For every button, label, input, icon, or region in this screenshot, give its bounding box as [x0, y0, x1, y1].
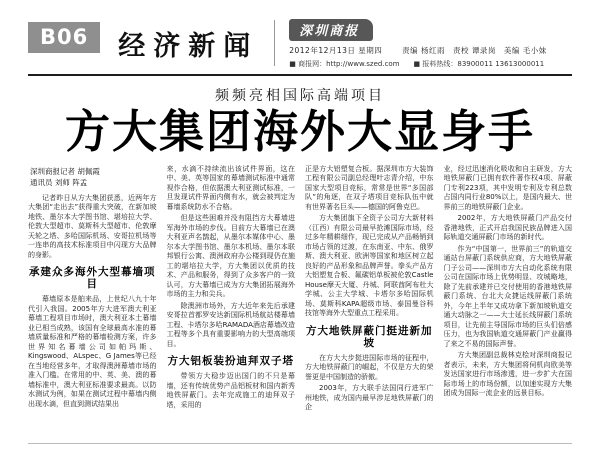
paragraph: 正是方大铝塑复合板。据深圳市方大装饰工程有限公司副总经理叶志青介绍，中东国家大型项目竞标，常常是世界“多国部队”的角逐，在双子塔项目竞标队伍中就有世界著名巨头——德国的阿鲁克巴。	[305, 164, 434, 211]
masthead	[289, 18, 572, 69]
headline-kicker: 频频亮相国际高端项目	[215, 88, 385, 104]
publication-date: 2012年12月13日 星期四	[289, 46, 383, 55]
header-rule	[28, 74, 572, 76]
subhead-singapore-psd: 方大地铁屏蔽门挺进新加坡	[306, 324, 433, 349]
date-line	[289, 45, 572, 56]
article-column-1	[28, 165, 157, 423]
bottom-rule	[28, 443, 572, 444]
article-body	[28, 165, 572, 423]
byline-reporter: 深圳商报记者 胡佩霞	[30, 166, 100, 176]
paragraph: 除澳洲市场外，方大近年来先后承建安哥拉首都罗安达新国际机场航站楼幕墙工程、卡塔尔多哈RAMADA酒店幕墙改造工程等多个具有重要影响力的大型高端项目。	[166, 301, 295, 348]
newspaper-logo: 深圳商报	[289, 19, 373, 41]
subhead-curtain-wall: 承建众多海外大型幕墙项目	[29, 266, 156, 290]
page-header	[28, 18, 572, 70]
header-divider	[274, 20, 275, 66]
paragraph: 在方大大步挺进国际市场的征程中，方大地铁屏蔽门的崛起，不仅是方大的荣誉更是中国制造的骄傲。	[305, 353, 434, 381]
paragraph: 作为“中国第一，世界前三”的轨道交通站台屏蔽门系统供应商，方大地铁屏蔽门子公司——深圳市方大自动化系统有限公司在国际市场上优势明显、攻城略地，除了先前承建并已交付使用的香港地铁屏蔽门系统、台北大众捷运线屏蔽门系统外，今年上半年又成功拿下新加坡轨道交通大动脉之一——大士延长线屏蔽门系统项目，让先前主导国际市场的巨头们倍感压力，也为我国轨道交通屏蔽门产业赢得了来之不易的国际声誉。	[443, 244, 572, 348]
paragraph: 幕墙原本是舶来品，上世纪八九十年代引入我国。2005年方大进军澳大利亚幕墙工程项目市场时，澳大利亚本土幕墙业已相当成熟，该国有全球最高水准的幕墙质量标准和严格的幕墙检测方案，许多世界知名幕墙公司如帕玛斯、Kingswood、ALspec、G James等已经在当地经营多年，才取得澳洲幕墙市场的准入门槛。在常用的中、英、美、澳的幕墙标准中，澳大利亚标准要求最高。以防水测试为例，如果在测试过程中幕墙内侧出现水滴，但直到测试结果出	[28, 295, 157, 408]
paragraph: 方大集团副总裁林克桧对深圳商报记者表示，未来，方大集团将伺机向欧美等发达国家进行市场渗透，进一步扩大在国际市场上的市场份额，以加速实现方大集团成为国际一流企业的远景目标。	[443, 351, 572, 397]
paragraph: 方大集团旗下全资子公司方大新材料（江西）有限公司最早抢滩国际市场，经过多年精耕细作，现已完成从产品畅销到市场占领的过渡，在东南亚、中东、俄罗斯、澳大利亚、欧洲等国家和地区树立起良好的产品形象和品牌声誉。拳头产品方大铝塑复合板、氟碳铝单板被伦敦Castle House摩天大厦、丹城、阿联酋阿布杜大学城、公主大学城、卡塔尔多哈国际机场、莫斯科KAPA超级市场、泰国曼谷科技馆等海外大型重点工程采用。	[305, 214, 434, 317]
subhead-dubai-towers: 方大铝板装扮迪拜双子塔	[167, 355, 294, 367]
paragraph: 记者昨日从方大集团获悉，近两年方大集团“走出去”获得重大突破，在新加坡地铁、墨尔本大学图书馆、堪培拉大学、伦敦大型超市、莫斯科大型超市、伦敦摩天轮之塔、多哈国际机场、安哥拉机场等一连串的高技术标准项目中闪现方大品牌的身影。	[28, 193, 157, 259]
section-title: 经济新闻	[118, 31, 259, 62]
main-headline: 方大集团海外大显身手	[64, 105, 535, 158]
page-number-badge: B06	[28, 22, 100, 53]
byline	[30, 166, 157, 188]
paragraph: 带领方大稳步迈出国门的不只是幕墙，还有传统优势产品铝板材和国内新秀地铁屏蔽门。去年完成施工的迪拜双子塔，采用的	[166, 372, 295, 409]
paragraph: 2003年，方大联手法国同行进军广州地铁，成为国内最早涉足地铁屏蔽门的企	[305, 384, 434, 411]
staff-credits: 责编 杨红雨 责校 谭录岗 美编 毛小妹	[402, 46, 547, 55]
byline-correspondent: 通讯员 刘师 阵孟	[30, 177, 88, 187]
paragraph: 业，经过迅速消化吸收和自主研发，方大地铁屏蔽门已拥有软件著作权4项、屏蔽门专利223项，其中发明专利及专利总数占国内同行业80%以上，是国内最大、世界前三的地铁屏蔽门企业。	[443, 164, 572, 211]
paragraph: 但是这些困难并没有阻挡方大幕墙进军海外市场的步伐。目前方大幕墙已在澳大利亚声名鹊起，从墨尔本媒体中心、墨尔本大学图书馆、墨尔本机场、墨尔本联邦银行公寓、澳洲政府办公楼到现仍在施工的堪培拉大学，方大集团以优质的技术、产品和服务，得到了众多客户的一致认可，方大幕墙已成为方大集团拓展海外市场的主力和尖兵。	[166, 214, 295, 298]
article-column-4	[444, 165, 573, 423]
contact-line: ■ 商报网：http://www.szed.com ■ 报料热线：83900011 13613000011	[289, 60, 545, 68]
article-column-3	[305, 165, 434, 423]
article-column-2	[167, 165, 296, 423]
paragraph: 2002年，方大地铁屏蔽门产品交付香港地铁，正式开启我国民族品牌进入国际轨道交通屏蔽门市场的新时代。	[443, 214, 572, 241]
paragraph: 来，水滴不持续流出该试件界面，这在中、美、英等国家的幕墙测试标准中通常视作合格，但依据澳大利亚测试标准，一旦发现试件界面内侧有水，就会被判定为幕墙系统防水不合格。	[166, 164, 295, 211]
